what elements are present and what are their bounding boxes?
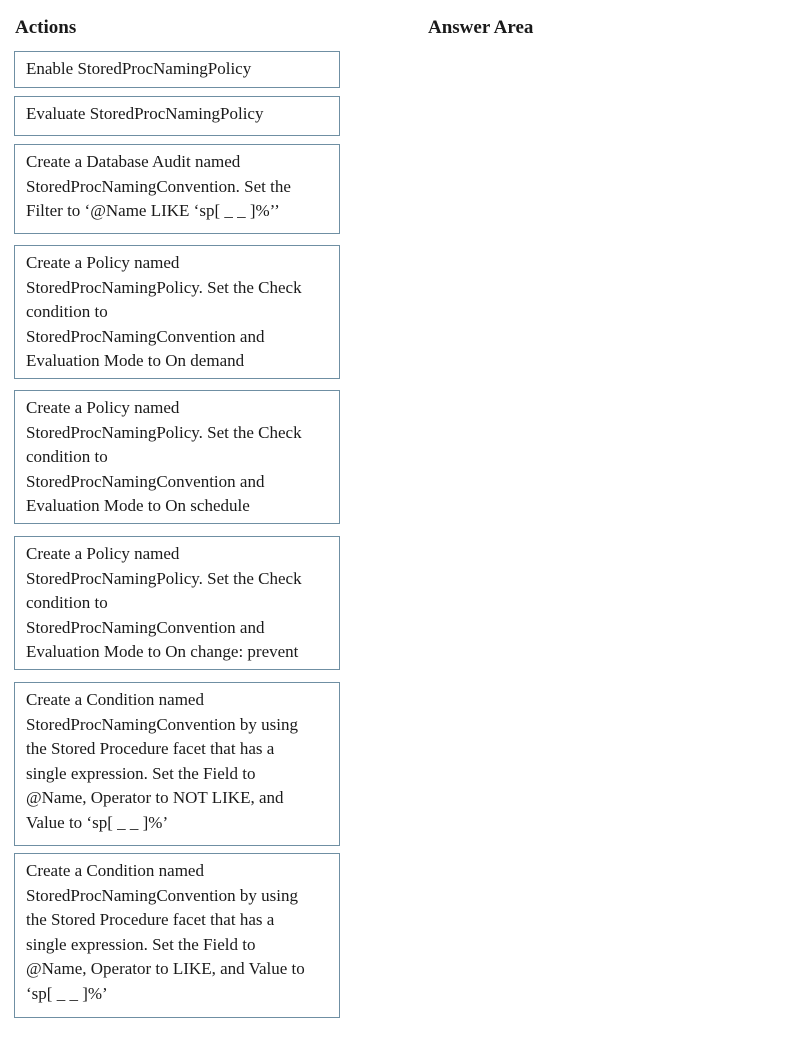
answer-area-heading: Answer Area bbox=[428, 17, 534, 38]
action-create-policy-on-change-prevent[interactable]: Create a Policy named StoredProcNamingPolicy. Set the Check condition to StoredProcNamingConvention and Evaluation Mode to On change: prevent bbox=[14, 536, 340, 670]
answer-area-drop-zone[interactable] bbox=[428, 52, 768, 1018]
action-create-condition-not-like[interactable]: Create a Condition named StoredProcNamingConvention by using the Stored Procedure facet that has a single expression. Set the Field to @Name, Operator to NOT LIKE, and Value to ‘sp[ _ _ ]%’ bbox=[14, 682, 340, 846]
action-create-policy-on-schedule[interactable]: Create a Policy named StoredProcNamingPolicy. Set the Check condition to StoredProcNamingConvention and Evaluation Mode to On schedule bbox=[14, 390, 340, 524]
action-create-condition-like[interactable]: Create a Condition named StoredProcNamingConvention by using the Stored Procedure facet that has a single expression. Set the Field to @Name, Operator to LIKE, and Value to ‘sp[ _ _ ]%’ bbox=[14, 853, 340, 1018]
action-enable-policy[interactable]: Enable StoredProcNamingPolicy bbox=[14, 51, 340, 88]
actions-heading: Actions bbox=[15, 17, 77, 38]
action-create-policy-on-demand[interactable]: Create a Policy named StoredProcNamingPolicy. Set the Check condition to StoredProcNamingConvention and Evaluation Mode to On demand bbox=[14, 245, 340, 379]
action-create-database-audit[interactable]: Create a Database Audit named StoredProcNamingConvention. Set the Filter to ‘@Name LIKE ‘sp[ _ _ ]%’’ bbox=[14, 144, 340, 234]
action-evaluate-policy[interactable]: Evaluate StoredProcNamingPolicy bbox=[14, 96, 340, 136]
